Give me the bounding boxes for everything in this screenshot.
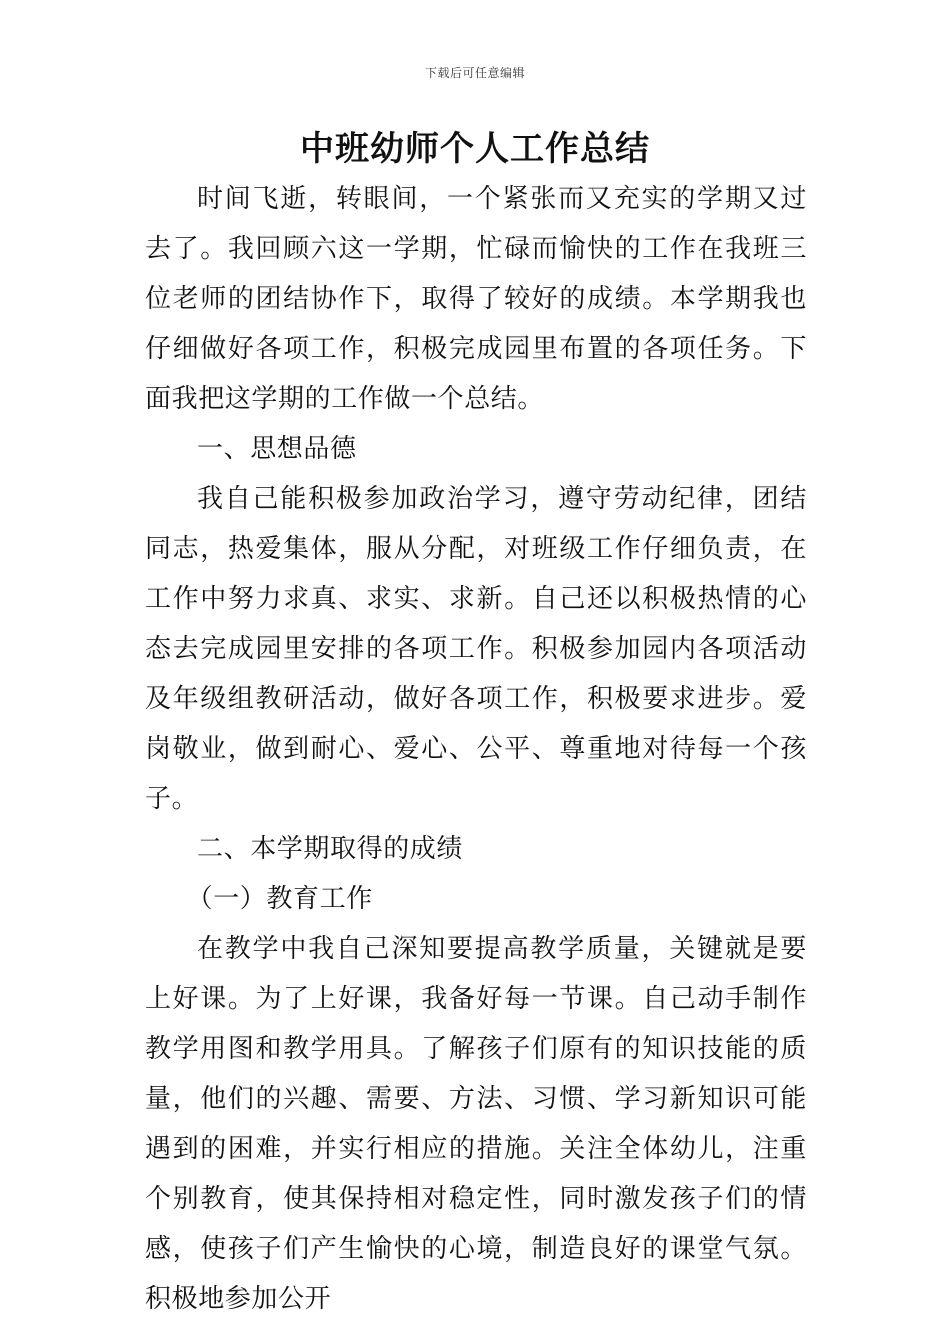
section-heading-achievements: 二、本学期取得的成绩 xyxy=(197,834,464,864)
intro-paragraph: 时间飞逝，转眼间，一个紧张而又充实的学期又过去了。我回顾六这一学期，忙碌而愉快的工作在我班三位老师的团结协作下，取得了较好的成绩。本学期我也仔细做好各项工作，积极完成园里布置的各项任务。下面我把这学期的工作做一个总结。 xyxy=(145,184,807,414)
subsection-heading-education: （一）教育工作 xyxy=(186,884,373,914)
header-note: 下载后可任意编辑 xyxy=(424,66,525,80)
subsection-paragraph-education: 在教学中我自己深知要提高教学质量，关键就是要上好课。为了上好课，我备好每一节课。自己动手制作教学用图和教学用具。了解孩子们原有的知识技能的质量，他们的兴趣、需要、方法、习惯、学习新知识可能遇到的困难，并实行相应的措施。关注全体幼儿，注重个别教育，使其保持相对稳定性，同时激发孩子们的情感，使孩子们产生愉快的心境，制造良好的课堂气氛。积极地参加公开 xyxy=(145,934,807,1314)
section-heading-ideology: 一、思想品德 xyxy=(197,434,357,464)
document-title: 中班幼师个人工作总结 xyxy=(300,129,650,169)
document-body xyxy=(145,174,807,1324)
section-paragraph-ideology: 我自己能积极参加政治学习，遵守劳动纪律，团结同志，热爱集体，服从分配，对班级工作仔细负责，在工作中努力求真、求实、求新。自己还以积极热情的心态去完成园里安排的各项工作。积极参加园内各项活动及年级组教研活动，做好各项工作，积极要求进步。爱岗敬业，做到耐心、爱心、公平、尊重地对待每一个孩子。 xyxy=(145,484,807,814)
